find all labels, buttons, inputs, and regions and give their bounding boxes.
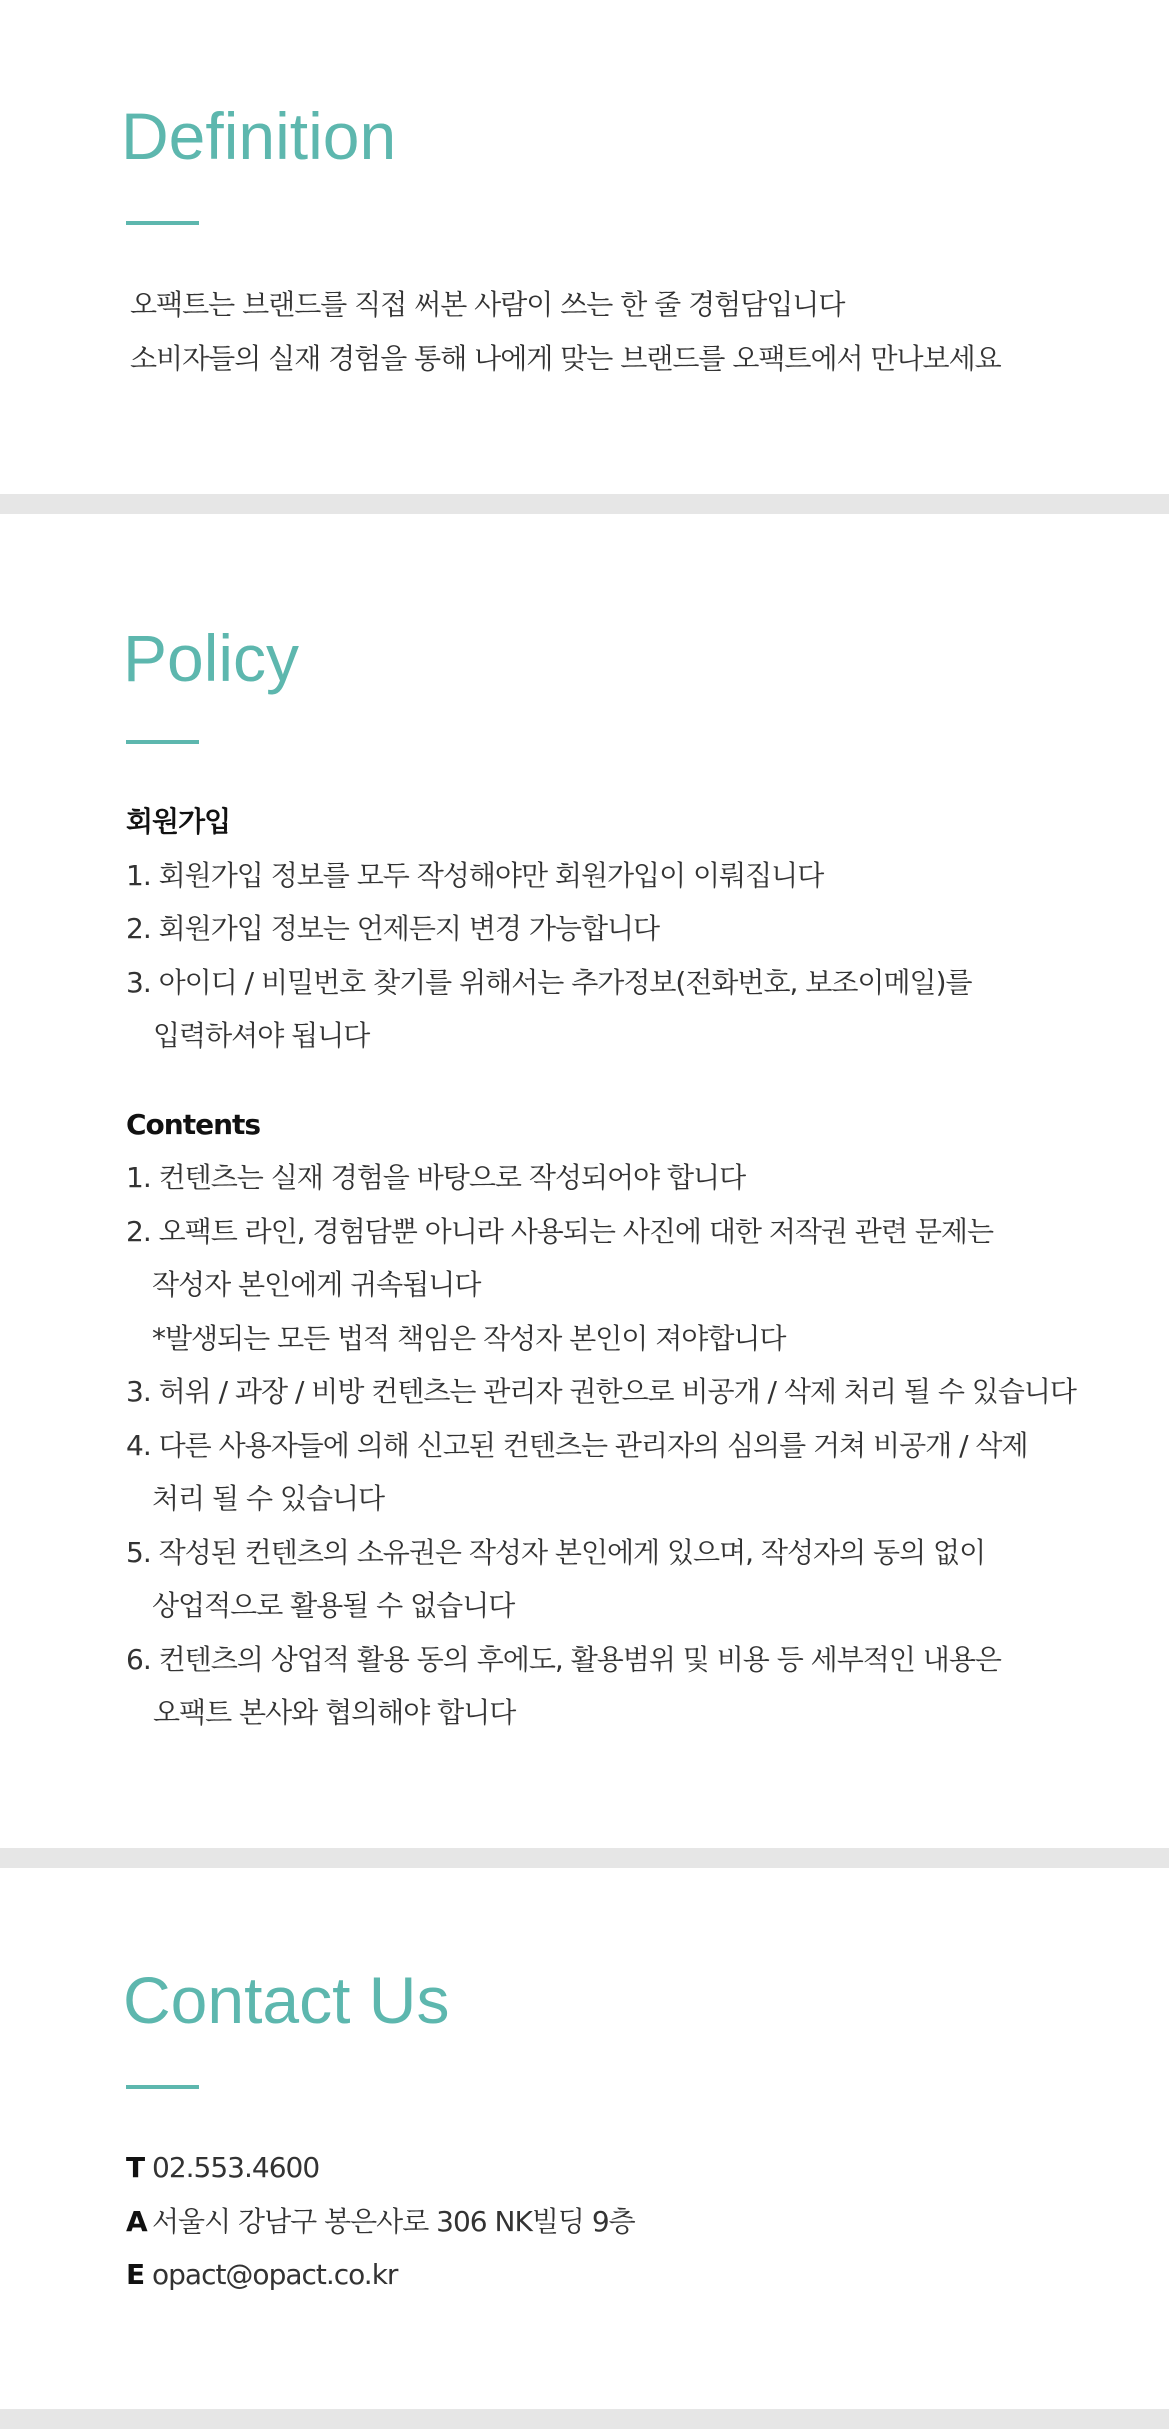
policy-section xyxy=(0,514,1169,1848)
phone-value: 02.553.4600 xyxy=(152,2151,320,2184)
contact-email xyxy=(126,2248,635,2302)
address-key: A xyxy=(126,2204,147,2238)
signup-item: 3. 아이디 / 비밀번호 찾기를 위해서는 추가정보(전화번호, 보조이메일)를 xyxy=(126,965,972,999)
contact-section xyxy=(0,1868,1169,2409)
policy-accent-rule xyxy=(126,740,199,744)
contents-item-continuation: 처리 될 수 있습니다 xyxy=(152,1482,385,1515)
contents-subheading: Contents xyxy=(126,1107,261,1141)
email-key: E xyxy=(126,2258,145,2291)
signup-item: 1. 회원가입 정보를 모두 작성해야만 회원가입이 이뤄집니다 xyxy=(126,858,824,892)
signup-item: 2. 회원가입 정보는 언제든지 변경 가능합니다 xyxy=(126,912,660,945)
contents-item-continuation: 작성자 본인에게 귀속됩니다 xyxy=(152,1268,481,1301)
contact-heading: Contact Us xyxy=(123,1963,450,2037)
contact-phone xyxy=(126,2141,635,2195)
policy-heading: Policy xyxy=(123,621,300,695)
contact-address xyxy=(126,2195,635,2249)
contact-details xyxy=(126,2141,635,2302)
section-divider xyxy=(0,1848,1169,1868)
definition-body xyxy=(130,278,1001,385)
contents-item-continuation: 오팩트 본사와 협의해야 합니다 xyxy=(153,1696,516,1729)
definition-heading: Definition xyxy=(121,99,397,173)
contents-item: 5. 작성된 컨텐츠의 소유권은 작성자 본인에게 있으며, 작성자의 동의 없이 xyxy=(126,1535,986,1569)
contact-accent-rule xyxy=(126,2085,199,2089)
section-divider xyxy=(0,494,1169,514)
contents-item: 1. 컨텐츠는 실재 경험을 바탕으로 작성되어야 합니다 xyxy=(126,1161,746,1194)
contents-item: 3. 허위 / 과장 / 비방 컨텐츠는 관리자 권한으로 비공개 / 삭제 처리 될 수 있습니다 xyxy=(126,1375,1076,1408)
contents-item: 2. 오팩트 라인, 경험담뿐 아니라 사용되는 사진에 대한 저작권 관련 문제는 xyxy=(126,1214,994,1248)
definition-line: 소비자들의 실재 경험을 통해 나에게 맞는 브랜드를 오팩트에서 만나보세요 xyxy=(130,341,1001,375)
signup-item-continuation: 입력하셔야 됩니다 xyxy=(153,1019,370,1052)
definition-accent-rule xyxy=(126,221,199,225)
address-value: 서울시 강남구 봉은사로 306 NK빌딩 9층 xyxy=(152,2204,635,2238)
contents-item: 4. 다른 사용자들에 의해 신고된 컨텐츠는 관리자의 심의를 거쳐 비공개 / 삭제 xyxy=(126,1428,1028,1462)
section-divider xyxy=(0,2409,1169,2429)
definition-section xyxy=(0,0,1169,494)
policy-body xyxy=(126,795,1076,1740)
definition-line: 오팩트는 브랜드를 직접 써본 사람이 쓰는 한 줄 경험담입니다 xyxy=(130,288,845,321)
contents-item-continuation: 상업적으로 활용될 수 없습니다 xyxy=(152,1589,515,1622)
signup-subheading: 회원가입 xyxy=(126,805,231,838)
phone-key: T xyxy=(126,2151,145,2184)
contents-item: 6. 컨텐츠의 상업적 활용 동의 후에도, 활용범위 및 비용 등 세부적인 내용은 xyxy=(126,1642,1001,1676)
email-value[interactable]: opact@opact.co.kr xyxy=(152,2258,398,2291)
contents-item-note: *발생되는 모든 법적 책임은 작성자 본인이 져야합니다 xyxy=(152,1321,786,1355)
